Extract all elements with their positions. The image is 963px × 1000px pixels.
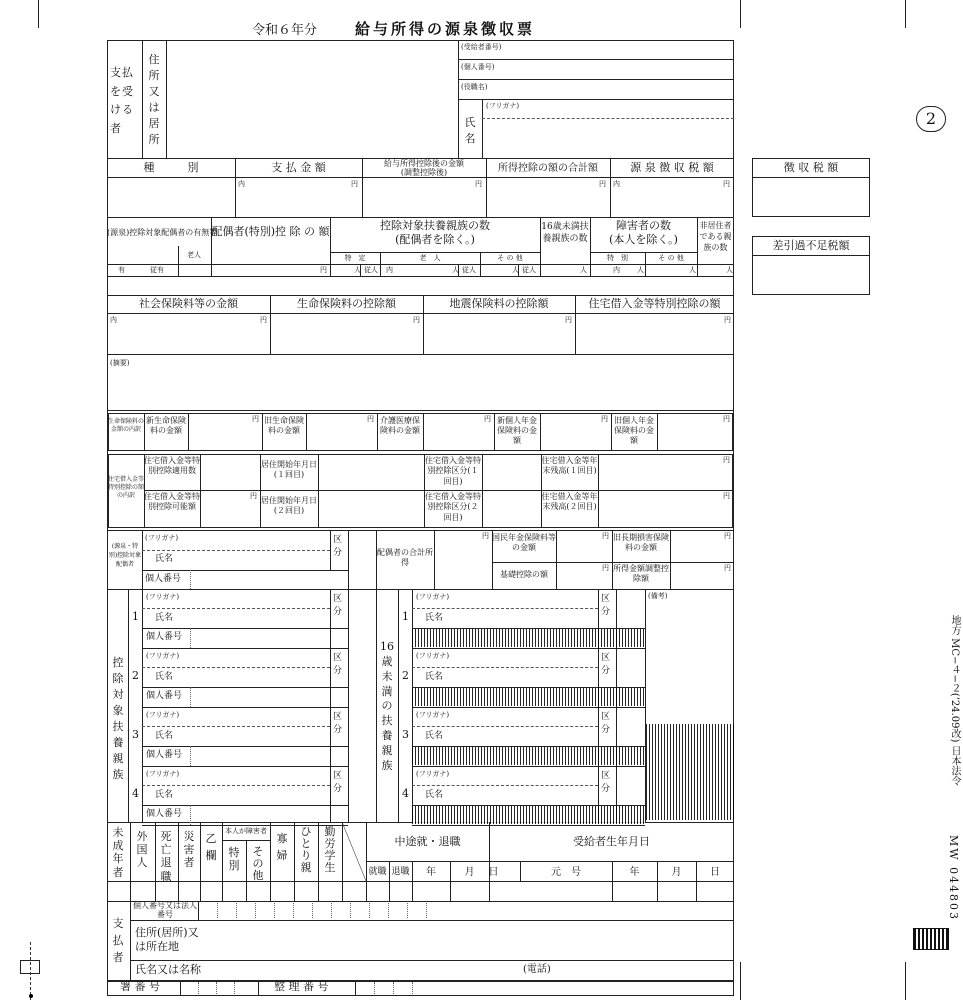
dependent-name-label: 氏名 [155, 613, 174, 623]
birth-label: 受給者生年月日 [573, 835, 650, 848]
recipient-number-label: (受給者番号) [461, 43, 502, 51]
yen-mark: 円 [723, 415, 730, 423]
follow-mark: 従人 [462, 266, 476, 274]
follow-mark: 従人 [522, 266, 536, 274]
day-label: 日 [488, 867, 499, 878]
applicable-label: 住宅借入金等特別控除適用数 [144, 456, 200, 476]
furigana-label: (フリガナ) [146, 711, 180, 719]
month-label: 月 [671, 867, 682, 878]
yen-mark: 円 [413, 316, 420, 324]
kubun-label: 区分 [601, 712, 611, 735]
old-life-label: 旧生命保険料の金額 [264, 416, 304, 435]
product-code-label: MW 044803 [947, 835, 960, 922]
dependent-number: 4 [132, 787, 139, 800]
dependent-id-label: 個人番号 [146, 750, 183, 760]
spouse-exist-label: (源泉)控除対象配偶者の有無等 [107, 228, 218, 237]
pension-label: 国民年金保険料等の金額 [492, 533, 556, 553]
follow-label: 従有 [150, 266, 164, 274]
nonresident-header: 非居住者である親族の数 [699, 221, 732, 253]
person-mark: 人 [512, 266, 519, 274]
dependent-number: 3 [132, 728, 139, 741]
under16-header: 16歳未満扶養親族の数 [541, 222, 589, 245]
yen-mark: 円 [320, 266, 327, 274]
recipient-label: 支払を受ける者 [110, 66, 134, 136]
furigana-label: (フリガナ) [416, 652, 450, 660]
under16-number: 1 [402, 610, 409, 623]
dependent-id-label: 個人番号 [146, 809, 183, 819]
start2-label: 居住開始年月日(２回目) [261, 496, 317, 516]
page-title: 給与所得の源泉徴収票 [355, 20, 536, 38]
under16-name-label: 氏名 [425, 672, 444, 682]
basic-deduction-label: 基礎控除の額 [500, 570, 548, 579]
address-label: 住所又は居所 [148, 53, 160, 146]
yen-mark: 円 [724, 532, 731, 540]
inner-mark: 内 [613, 180, 620, 188]
tax-header: 源 泉 徴 収 税 額 [630, 161, 714, 174]
otsu-label: 乙欄 [205, 832, 217, 863]
under16-name-label: 氏名 [425, 613, 444, 623]
under16-name-label: 氏名 [425, 790, 444, 800]
phone-label: (電話) [523, 964, 551, 975]
balance1-label: 住宅借入金等年末残高(１回目) [541, 456, 598, 476]
yen-mark: 円 [601, 415, 608, 423]
under16-number: 2 [402, 669, 409, 682]
special-label: 特 定 [344, 254, 366, 262]
yen-mark: 円 [252, 415, 259, 423]
title-era: 令和６年分 [252, 23, 318, 38]
kubun-label: 区分 [333, 535, 343, 558]
furigana-label: (フリガナ) [416, 711, 450, 719]
crop-mark [740, 0, 741, 28]
disabled-sub: (本人を除く。) [609, 233, 678, 246]
yen-mark: 円 [482, 532, 489, 540]
under16-number: 3 [402, 728, 409, 741]
dependent-number: 2 [132, 669, 139, 682]
masked-pattern [412, 629, 645, 647]
yen-mark: 円 [723, 492, 730, 500]
furigana-label: (フリガナ) [416, 770, 450, 778]
d-special-label: 特 別 [607, 254, 628, 262]
adjust-label: 所得金額調整控除額 [613, 564, 669, 584]
new-pension-label: 新個人年金保険料の金額 [497, 416, 537, 445]
year-label: 年 [629, 867, 640, 878]
month-label: 月 [464, 867, 475, 878]
person-mark: 人 [726, 266, 733, 274]
yen-mark: 円 [351, 180, 358, 188]
spouse-block-label: (源泉・特別)控除対象配偶者 [108, 543, 142, 568]
diagonal-line [342, 822, 366, 881]
spouse-id-label: 個人番号 [145, 574, 182, 584]
student-label: 勤労学生 [324, 825, 336, 875]
new-life-label: 新生命保険料の金額 [146, 416, 186, 435]
elder-label: 老人 [187, 251, 201, 259]
yen-mark: 円 [260, 316, 267, 324]
disabled-header: 障害者の数 [616, 219, 671, 232]
old-long-term-label: 旧長期損害保険料の金額 [613, 533, 669, 553]
kubun-label: 区分 [333, 594, 343, 617]
category2-label: 住宅借入金等特別控除区分(２回目) [425, 492, 481, 522]
ref-number-label: 整 理 番 号 [274, 980, 329, 993]
hire-label: 就職 [368, 867, 387, 877]
crop-mark [38, 0, 39, 28]
yen-mark: 円 [723, 456, 730, 464]
payer-id-label: 個人番号又は法人番号 [133, 901, 197, 919]
furigana-label: (フリガナ) [146, 770, 180, 778]
person-mark: 人 [689, 266, 696, 274]
other-flag-label: その他 [252, 845, 264, 883]
disaster-label: 災害者 [183, 830, 195, 870]
year-label: 年 [426, 867, 436, 878]
dependents-header: 控除対象扶養親族の数 [380, 219, 490, 232]
balance-label: 差引過不足税額 [772, 239, 850, 252]
furigana-label: (フリガナ) [486, 102, 520, 110]
payment-header: 支 払 金 額 [271, 161, 326, 174]
furigana-label: (フリガナ) [146, 593, 180, 601]
masked-pattern [412, 688, 645, 706]
kubun-label: 区分 [333, 653, 343, 676]
follow-mark: 従人 [364, 266, 378, 274]
payer-label: 支払者 [112, 917, 124, 965]
dependent-id-label: 個人番号 [146, 632, 183, 642]
self-disabled-label: 本人が障害者 [225, 827, 267, 835]
housing-detail-label: 住宅借入金等特別控除の額の内訳 [108, 476, 145, 499]
old-pension-label: 旧個人年金保険料の金額 [614, 416, 654, 445]
adjusted-header: (調整控除後) [400, 168, 448, 177]
yen-mark: 円 [565, 316, 572, 324]
spouse-income-label: 配偶者の合計所得 [377, 548, 433, 568]
dependents-label: 控除対象扶養親族 [112, 656, 124, 781]
kubun-label: 区分 [333, 712, 343, 735]
name-label: 氏名 [464, 116, 476, 145]
yen-mark: 円 [250, 492, 257, 500]
furigana-label: (フリガナ) [146, 652, 180, 660]
yen-mark: 円 [724, 564, 731, 572]
deduction-total-header: 所得控除の額の合計額 [498, 163, 598, 174]
care-label: 介護医療保険料の金額 [380, 416, 420, 435]
person-mark: 人 [580, 266, 587, 274]
d-other-label: そ の 他 [658, 254, 684, 262]
foreign-label: 外国人 [136, 830, 148, 870]
start1-label: 居住開始年月日(１回目) [261, 460, 317, 480]
crop-mark [740, 962, 741, 1000]
dependent-name-label: 氏名 [155, 672, 174, 682]
balance2-label: 住宅借入金等年末残高(２回目) [541, 492, 598, 512]
single-parent-label: ひとり親 [300, 825, 312, 875]
social-insurance-header: 社会保険料等の金額 [139, 297, 238, 310]
inner-mark: 内 [238, 180, 245, 188]
yen-mark: 円 [475, 180, 482, 188]
yen-mark: 円 [723, 180, 730, 188]
circle-number: 2 [916, 106, 946, 132]
furigana-label: (フリガナ) [416, 593, 450, 601]
yen-mark: 円 [602, 532, 609, 540]
dependent-name-label: 氏名 [155, 790, 174, 800]
under16-label: 16歳未満の扶養親族 [380, 640, 394, 772]
life-detail-label: 生命保険料の金額の内訳 [108, 418, 145, 433]
kubun-label: 区分 [333, 771, 343, 794]
collected-tax-label: 徴 収 税 額 [783, 161, 839, 174]
inner-mark: 内 [386, 266, 393, 274]
inner-mark: 内 [110, 316, 117, 324]
crop-dot [29, 994, 33, 998]
masked-pattern [412, 747, 645, 765]
era-label: 元 号 [551, 867, 581, 878]
payer-address-label: 住所(居所)又は所在地 [135, 926, 199, 954]
person-mark: 人 [354, 266, 361, 274]
other-label: そ の 他 [497, 254, 523, 262]
type-header: 種 別 [143, 161, 199, 174]
yes-label: 有 [118, 266, 125, 274]
office-number-label: 署 番 号 [120, 980, 160, 993]
person-mark: 人 [637, 266, 644, 274]
widow-label: 寡婦 [276, 832, 288, 863]
payer-name-label: 氏名又は名称 [135, 963, 201, 976]
midyear-label: 中途就・退職 [394, 835, 461, 848]
form-code-label: 地方 MC−４−２(’24.09改) 日本法令 [949, 615, 960, 786]
kubun-label: 区分 [601, 771, 611, 794]
yen-mark: 円 [484, 415, 491, 423]
crop-box [20, 960, 40, 974]
person-mark: 人 [452, 266, 459, 274]
masked-pattern [646, 724, 734, 820]
dependent-id-label: 個人番号 [146, 691, 183, 701]
life-insurance-header: 生命保険料の控除額 [297, 297, 396, 310]
crop-mark [905, 0, 906, 28]
spouse-name-label: 氏名 [155, 554, 174, 564]
spouse-deduction-header: 配偶者(特別)控 除 の 額 [211, 225, 330, 238]
position-label: (役職名) [461, 83, 488, 91]
under16-number: 4 [402, 787, 409, 800]
special-flag-label: 特別 [228, 846, 240, 873]
remarks-label-2: (備考) [648, 592, 668, 600]
dependent-name-label: 氏名 [155, 731, 174, 741]
dependents-sub: (配偶者を除く。) [395, 233, 475, 246]
possible-label: 住宅借入金等特別控除可能額 [144, 492, 200, 512]
dependent-number: 1 [132, 610, 139, 623]
yen-mark: 円 [724, 316, 731, 324]
crop-mark [905, 962, 906, 1000]
elder2-label: 老 人 [419, 254, 441, 262]
under16-name-label: 氏名 [425, 731, 444, 741]
furigana-label: (フリガナ) [145, 534, 179, 542]
kubun-label: 区分 [601, 594, 611, 617]
housing-loan-header: 住宅借入金等特別控除の額 [588, 297, 721, 310]
inner-mark: 内 [613, 266, 620, 274]
remarks-label: (摘要) [110, 359, 130, 367]
masked-pattern [412, 806, 645, 824]
yen-mark: 円 [602, 564, 609, 572]
kubun-label: 区分 [601, 653, 611, 676]
yen-mark: 円 [599, 180, 606, 188]
personal-number-label: (個人番号) [461, 63, 495, 71]
day-label: 日 [710, 867, 720, 878]
housing-detail-frame [108, 454, 733, 528]
death-label: 死亡退職 [160, 830, 172, 883]
yen-mark: 円 [367, 415, 374, 423]
quake-insurance-header: 地震保険料の控除額 [449, 297, 549, 310]
category1-label: 住宅借入金等特別控除区分(１回目) [425, 456, 481, 486]
retire-label: 退職 [391, 867, 410, 877]
minor-label: 未成年者 [112, 826, 124, 879]
after-deduction-header: 給与所得控除後の金額 [384, 159, 464, 168]
publisher-logo-icon [913, 928, 949, 950]
footer-frame [107, 980, 734, 996]
